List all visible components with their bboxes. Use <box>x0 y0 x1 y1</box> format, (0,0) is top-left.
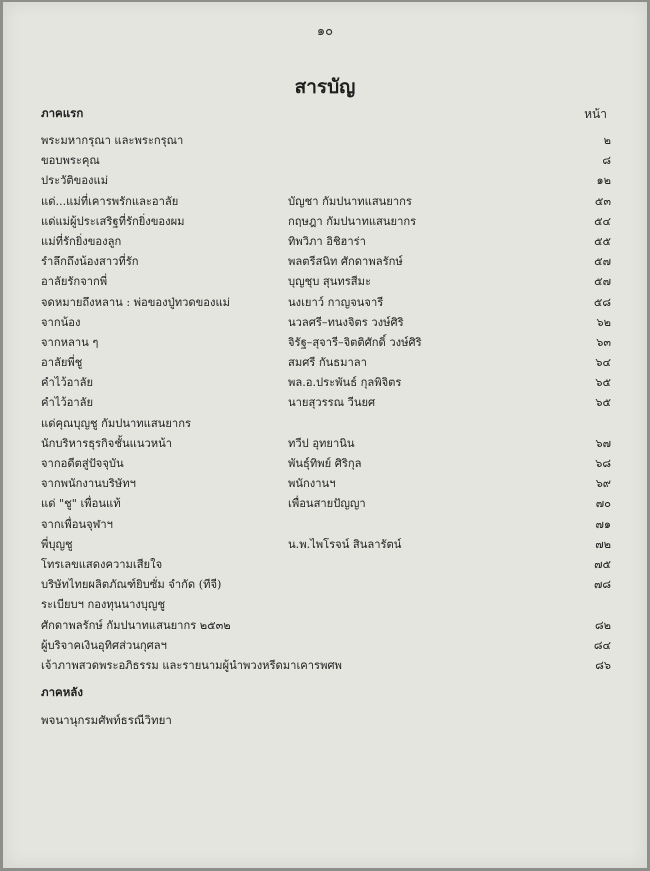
toc-entry-author: พันธุ์ทิพย์ ศิริกุล <box>288 457 362 470</box>
toc-entry-title: จากหลาน ๆ <box>41 335 99 349</box>
toc-entry-title: จากน้อง <box>41 315 81 329</box>
toc-entry-title: จากพนักงานบริษัทฯ <box>41 477 136 491</box>
toc-entry-page: ๖๕ <box>595 376 611 390</box>
toc-entry-title: แด่แม่ผู้ประเสริฐที่รักยิ่งของผม <box>41 214 185 228</box>
toc-entry-title: คำไว้อาลัย <box>41 396 94 410</box>
toc-entry <box>41 270 611 290</box>
toc-entry-title: จดหมายถึงหลาน : พ่อของปู่ทวดของแม่ <box>41 295 231 309</box>
toc-entry <box>41 573 611 593</box>
toc-entry <box>41 533 611 553</box>
toc-entry-title: จากเพื่อนจุฬาฯ <box>41 517 113 531</box>
toc-entry <box>41 129 611 149</box>
toc-entry <box>41 210 611 230</box>
toc-entry-page: ๕๘ <box>593 295 611 309</box>
toc-entry-page: ๗๕ <box>594 557 611 571</box>
toc-entry <box>41 634 611 654</box>
toc-entry-author: นายสุวรรณ วีนยศ <box>288 396 376 410</box>
toc-entry-title: โทรเลขแสดงความเสียใจ <box>41 557 163 571</box>
toc-entry-author: น.พ.ไพโรจน์ สินลารัตน์ <box>288 537 402 551</box>
toc-entry <box>41 291 611 311</box>
toc-entry-author: ทวีป อุทยานิน <box>288 436 355 450</box>
toc-entry <box>41 452 611 472</box>
toc-entry-title: นักบริหารธุรกิจชั้นแนวหน้า <box>41 436 173 450</box>
toc-entry-title: พี่บุญชู <box>41 537 73 551</box>
toc-entry-page: ๕๔ <box>594 214 611 228</box>
toc-entry-page: ๗๐ <box>595 497 611 511</box>
toc-entry-page: ๕๗ <box>594 255 611 269</box>
toc-entry-page: ๑๒ <box>596 174 611 188</box>
toc-entry-author: พล.อ.ประพันธ์ กุลพิจิตร <box>288 376 402 390</box>
toc-entry-page: ๗๒ <box>595 537 611 551</box>
toc-entry-page: ๕๕ <box>594 234 611 248</box>
toc-entry-author: พลตรีสนิท ศักดาพลรักษ์ <box>288 255 403 269</box>
toc-entry-title: จากอดีตสู่ปัจจุบัน <box>41 457 124 470</box>
toc-entry-author: พนักงานฯ <box>288 477 336 491</box>
toc-entry <box>41 331 611 351</box>
toc-entry-page: ๕๓ <box>594 194 611 208</box>
toc-entry-author: เพื่อนสายปัญญา <box>288 497 366 511</box>
section-back-label: ภาคหลัง <box>41 685 83 699</box>
page-title: สารบัญ <box>294 76 356 98</box>
toc-entry-author: นงเยาว์ กาญจนจารี <box>288 295 384 309</box>
page-column-label: หน้า <box>584 107 607 121</box>
toc-entry-page: ๖๓ <box>596 335 611 349</box>
toc-entry-page: ๖๒ <box>596 315 611 329</box>
toc-entry-author: จิรัฐ–สุจารี–จิตติศักดิ์ วงษ์ศิริ <box>288 335 422 349</box>
toc-entry <box>41 412 611 432</box>
toc-entry <box>41 472 611 492</box>
toc-list <box>41 129 611 674</box>
toc-entry-page: ๘๒ <box>594 618 611 632</box>
toc-entry <box>41 391 611 411</box>
toc-entry <box>41 654 611 674</box>
toc-entry-page: ๘๔ <box>593 638 611 652</box>
toc-entry-author: ทิพวิภา อิชิฮาร่า <box>288 234 366 248</box>
page-number: ๑๐ <box>316 24 334 39</box>
toc-entry-title: แม่ที่รักยิ่งของลูก <box>41 234 122 248</box>
toc-entry-title: บริษัทไทยผลิตภัณฑ์ยิบซั่ม จำกัด (ทีจี) <box>41 578 222 592</box>
toc-entry-author: นวลศรี–ทนงจิตร วงษ์ศิริ <box>288 315 404 329</box>
toc-entry-page: ๖๔ <box>595 356 611 370</box>
toc-entry-page: ๖๕ <box>595 396 611 410</box>
toc-entry-page: ๗๘ <box>593 578 611 592</box>
toc-entry <box>41 149 611 169</box>
toc-entry-title: คำไว้อาลัย <box>41 376 94 390</box>
toc-entry-title: ระเบียบฯ กองทุนนางบุญชู <box>41 598 166 612</box>
toc-entry-page: ๖๙ <box>595 477 611 491</box>
toc-entry <box>41 250 611 270</box>
toc-entry-title: อาลัยพี่ชู <box>41 356 83 370</box>
section-front-label: ภาคแรก <box>41 106 84 120</box>
toc-entry-title: แด่คุณบุญชู กัมปนาทแสนยากร <box>41 416 191 430</box>
toc-entry <box>41 190 611 210</box>
toc-entry-author: กฤษฎา กัมปนาทแสนยากร <box>288 214 417 228</box>
toc-entry-page: ๘ <box>602 154 611 168</box>
toc-entry-author: บุญชุบ สุนทรสีมะ <box>288 275 371 289</box>
toc-entry-author: บัญชา กัมปนาทแสนยากร <box>288 194 412 208</box>
toc-entry-author: สมศรี กันธมาลา <box>288 356 367 370</box>
toc-entry-title: แด่ "ชู" เพื่อนแท้ <box>41 497 121 511</box>
toc-entry-page: ๘๖ <box>595 658 611 672</box>
toc-entry-title: ขอบพระคุณ <box>41 154 100 168</box>
toc-entry-title: อาลัยรักจากพี่ <box>41 275 108 289</box>
toc-entry-title: เจ้าภาพสวดพระอภิธรรม และรายนามผู้นำพวงหรีดมาเคารพศพ <box>41 658 342 672</box>
toc-entry-title: พระมหากรุณา และพระกรุณา <box>41 134 184 147</box>
toc-entry <box>41 553 611 573</box>
toc-entry <box>41 230 611 250</box>
toc-entry-title: รำลึกถึงน้องสาวที่รัก <box>41 255 139 269</box>
toc-entry-title: ผู้บริจาคเงินอุทิศส่วนกุศลฯ <box>41 638 167 652</box>
toc-entry-title: ศักดาพลรักษ์ กัมปนาทแสนยากร ๒๕๓๒ <box>41 618 231 632</box>
toc-entry-page: ๗๑ <box>595 517 611 531</box>
document-page <box>3 2 647 868</box>
toc-entry-title: ประวัติของแม่ <box>41 174 109 188</box>
toc-entry-page: ๖๗ <box>595 436 611 450</box>
toc-entry-page: ๕๗ <box>594 275 611 289</box>
toc-entry <box>41 432 611 452</box>
toc-entry <box>41 614 611 634</box>
toc-entry <box>41 169 611 189</box>
toc-entry <box>41 371 611 391</box>
toc-entry-page: ๖๘ <box>595 457 611 470</box>
back-matter-item: พจนานุกรมศัพท์ธรณีวิทยา <box>41 713 172 727</box>
toc-entry <box>41 351 611 371</box>
toc-entry-page: ๒ <box>603 134 611 147</box>
toc-entry <box>41 593 611 613</box>
toc-entry-title: แด่...แม่ที่เคารพรักและอาลัย <box>41 194 179 208</box>
toc-entry <box>41 311 611 331</box>
toc-entry <box>41 492 611 512</box>
toc-entry <box>41 513 611 533</box>
